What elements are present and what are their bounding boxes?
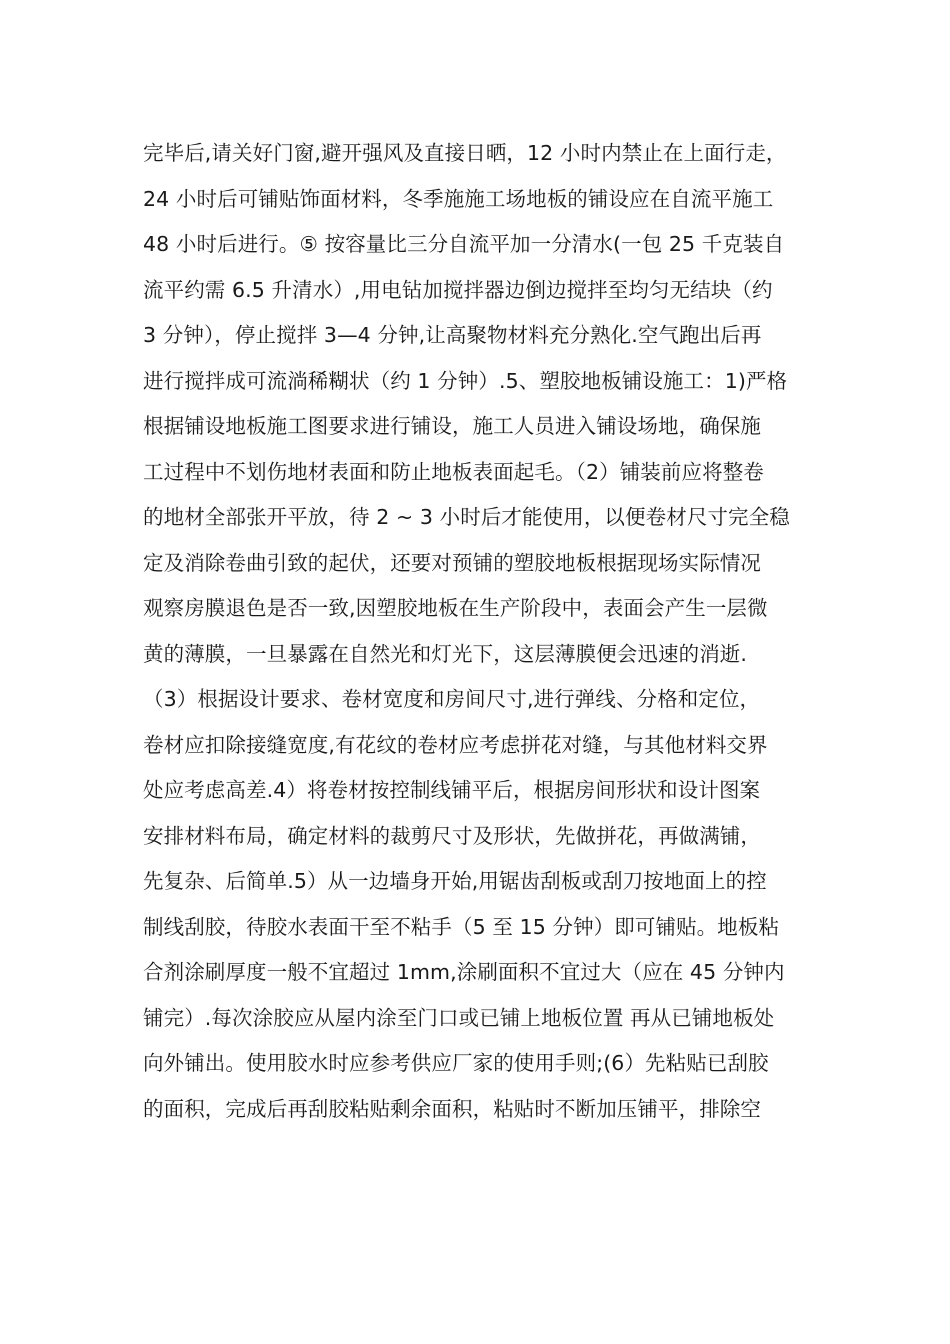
text-line-2: 24 小时后可铺贴饰面材料，冬季施施工场地板的铺设应在自流平施工	[143, 186, 774, 211]
text-line-4: 流平约需 6.5 升清水）,用电钻加搅拌器边倒边搅拌至均匀无结块（约	[143, 277, 773, 302]
text-line-5: 3 分钟），停止搅拌 3—4 分钟,让高聚物材料充分熟化.空气跑出后再	[143, 323, 762, 347]
text-line-10: 定及消除卷曲引致的起伏，还要对预铺的塑胶地板根据现场实际情况	[143, 550, 761, 575]
text-line-21: 向外铺出。使用胶水时应参考供应厂家的使用手则;(6）先粘贴已刮胶	[143, 1051, 769, 1075]
text-line-17: 先复杂、后简单.5）从一边墙身开始,用锯齿刮板或刮刀按地面上的控	[143, 869, 767, 893]
text-line-15: 处应考虑高差.4）将卷材按控制线铺平后，根据房间形状和设计图案	[143, 778, 761, 802]
text-line-11: 观察房膜退色是否一致,因塑胶地板在生产阶段中，表面会产生一层微	[143, 596, 768, 620]
text-line-18: 制线刮胶，待胶水表面干至不粘手（5 至 15 分钟）即可铺贴。地板粘	[143, 914, 780, 939]
text-line-9: 的地材全部张开平放，待 2 ~ 3 小时后才能使用，以便卷材尺寸完全稳	[143, 505, 790, 529]
text-line-7: 根据铺设地板施工图要求进行铺设，施工人员进入铺设场地，确保施	[143, 414, 761, 438]
text-line-14: 卷材应扣除接缝宽度,有花纹的卷材应考虑拼花对缝，与其他材料交界	[143, 732, 768, 757]
text-line-13: （3）根据设计要求、卷材宽度和房间尺寸,进行弹线、分格和定位，	[143, 687, 761, 711]
body-text	[143, 131, 823, 1132]
text-line-20: 铺完）.每次涂胶应从屋内涂至门口或已铺上地板位置 再从已铺地板处	[143, 1005, 775, 1030]
text-line-8: 工过程中不划伤地材表面和防止地板表面起毛。（2）铺装前应将整卷	[143, 459, 764, 484]
text-line-16: 安排材料布局，确定材料的裁剪尺寸及形状，先做拼花，再做满铺，	[143, 823, 761, 848]
text-line-6: 进行搅拌成可流淌稀糊状（约 1 分钟）.5、塑胶地板铺设施工：1)严格	[143, 368, 788, 393]
text-line-1: 完毕后,请关好门窗,避开强风及直接日晒，12 小时内禁止在上面行走，	[143, 141, 787, 165]
text-line-12: 黄的薄膜，一旦暴露在自然光和灯光下，这层薄膜便会迅速的消逝.	[143, 641, 748, 666]
text-line-22: 的面积，完成后再刮胶粘贴剩余面积，粘贴时不断加压铺平，排除空	[143, 1096, 761, 1121]
text-line-3: 48 小时后进行。⑤ 按容量比三分自流平加一分清水(一包 25 千克装自	[143, 232, 785, 256]
text-line-19: 合剂涂刷厚度一般不宜超过 1mm,涂刷面积不宜过大（应在 45 分钟内	[143, 960, 785, 984]
